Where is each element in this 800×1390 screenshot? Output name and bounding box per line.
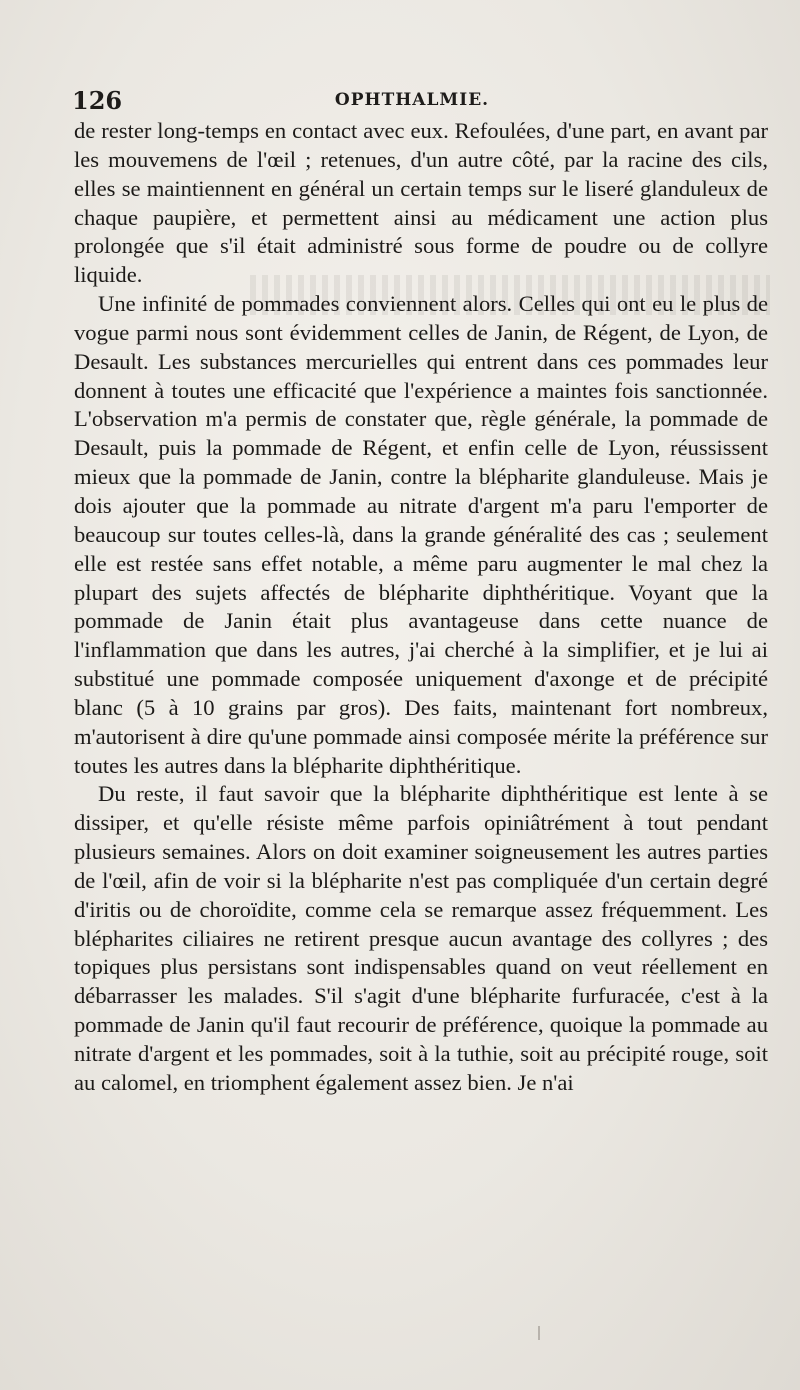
body-text	[74, 117, 768, 1098]
page-header	[72, 80, 752, 120]
paragraph-pommades: Une infinité de pommades conviennent alors. Celles qui ont eu le plus de vogue parmi nous sont évidemment celles de Janin, de Régent, de Lyon, de Desault. Les substances mercurielles qui entrent dans ces pommades leur donnent à toutes une efficacité que l'expérience a maintes fois sanctionnée. L'observation m'a permis de constater que, règle générale, la pommade de Desault, puis la pommade de Régent, et enfin celle de Lyon, réussissent mieux que la pommade de Janin, contre la blépharite glanduleuse. Mais je dois ajouter que la pommade au nitrate d'argent m'a paru l'emporter de beaucoup sur toutes celles-là, dans la grande généralité des cas ; seulement elle est restée sans effet notable, a même paru augmenter le mal chez la plupart des sujets affectés de blépharite diphthéritique. Voyant que la pommade de Janin était plus avantageuse dans cette nuance de l'inflammation que dans les autres, j'ai cherché à la simplifier, et je lui ai substitué une pommade composée uniquement d'axonge et de précipité blanc (5 à 10 grains par gros). Des faits, maintenant fort nombreux, m'autorisent à dire qu'une pommade ainsi composée mérite la préférence sur toutes les autres dans la blépharite diphthéritique.	[74, 291, 768, 778]
margin-mark	[538, 1326, 540, 1340]
paragraph-continuation: de rester long-temps en contact avec eux. Refoulées, d'une part, en avant par les mouvemens de l'œil ; retenues, d'un autre côté, par la racine des cils, elles se maintiennent en général un certain temps sur le liseré glanduleux de chaque paupière, et permettent ainsi au médicament une action plus prolongée que s'il était administré sous forme de poudre ou de collyre liquide.	[74, 118, 768, 288]
running-head: OPHTHALMIE.	[334, 90, 490, 110]
page-number: 126	[72, 86, 123, 115]
paragraph-du-reste: Du reste, il faut savoir que la blépharite diphthéritique est lente à se dissiper, et qu'elle résiste même parfois opiniâtrément à tout pendant plusieurs semaines. Alors on doit examiner soigneusement les autres parties de l'œil, afin de voir si la blépharite n'est pas compliquée d'un certain degré d'iritis ou de choroïdite, comme cela se remarque assez fréquemment. Les blépharites ciliaires ne retirent presque aucun avantage des collyres ; des topiques plus persistans sont indispensables quand on veut réellement en débarrasser les malades. S'il s'agit d'une blépharite furfuracée, c'est à la pommade de Janin qu'il faut recourir de préférence, quoique la pommade au nitrate d'argent et les pommades, soit à la tuthie, soit au précipité rouge, soit au calomel, en triomphent également assez bien. Je n'ai	[74, 781, 768, 1095]
